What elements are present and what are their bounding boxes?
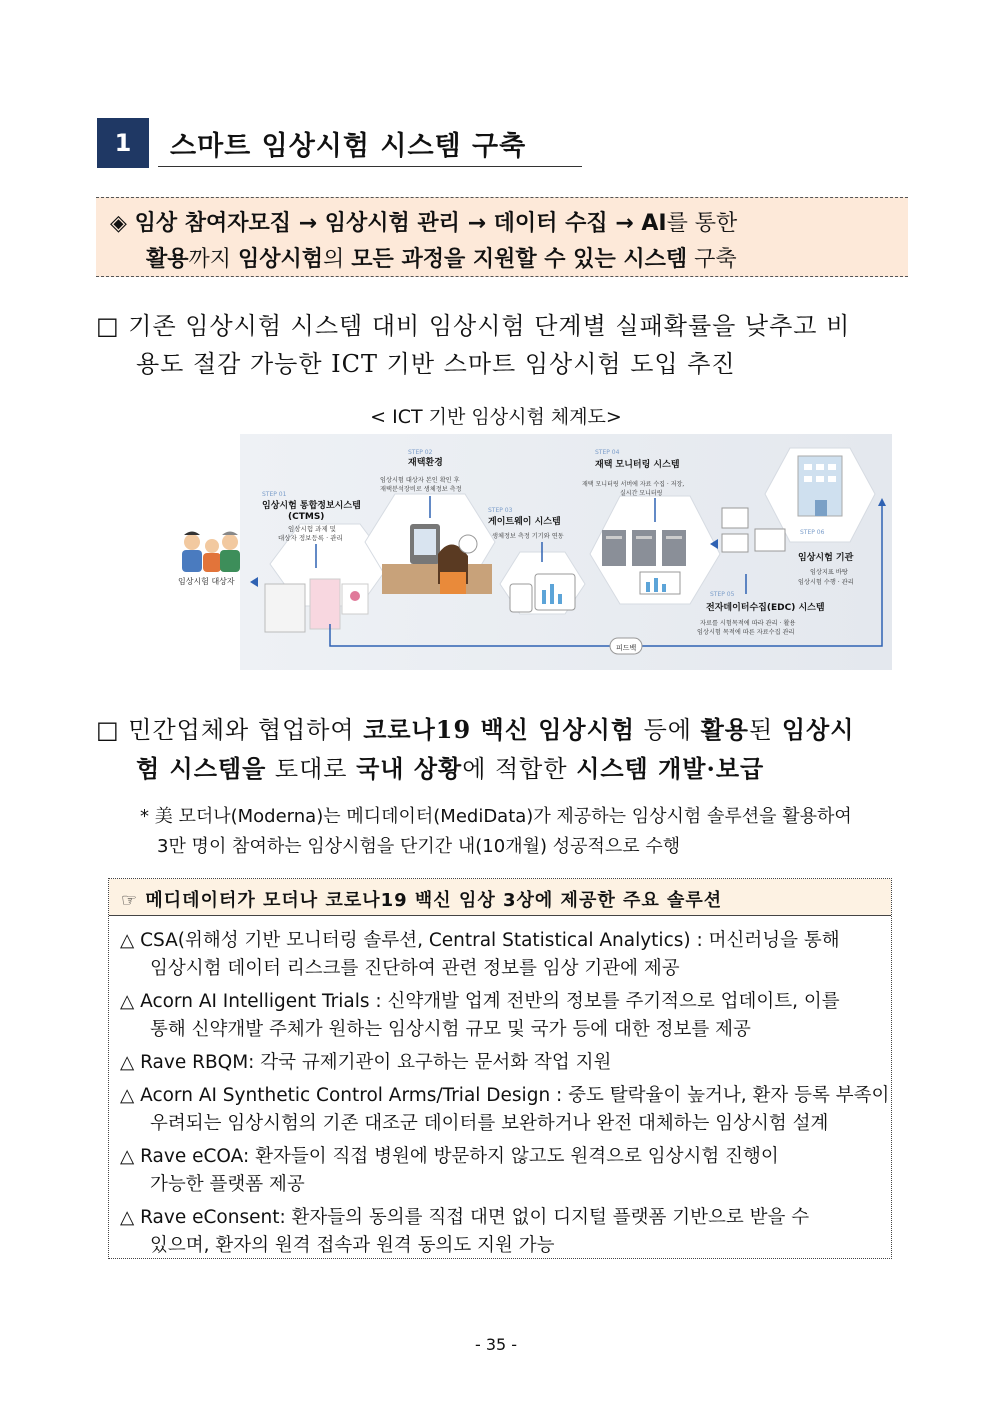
solution-item-6-line2: 있으며, 환자의 원격 접속과 원격 동의도 지원 가능	[150, 1235, 555, 1256]
summary-line-2: 활용까지 임상시험의 모든 과정을 지원할 수 있는 시스템 구축	[146, 247, 737, 272]
paragraph2-line1-run-1: 코로나19 백신 임상시험	[363, 715, 635, 744]
step5-desc2: 임상시험 목적에 따른 자료수집 관리	[697, 629, 795, 636]
solutions-header-text: ☞ 메디데이터가 모더나 코로나19 백신 임상 3상에 제공한 주요 솔루션	[121, 890, 723, 911]
solution-item-1-line2: 임상시험 데이터 리스크를 진단하여 관련 정보를 임상 기관에 제공	[150, 958, 680, 979]
paragraph2-line2-run-4: 시스템 개발·보급	[576, 754, 765, 783]
paragraph2-line2-run-0: 험 시스템을	[136, 754, 267, 783]
step2-desc1: 임상시험 대상자 본인 확인 후	[380, 477, 460, 484]
step1-number: STEP 01	[262, 491, 287, 498]
step1-desc2: 대상자 정보등록 · 관리	[278, 534, 343, 542]
step3-desc1: 생체정보 측정 기기와 연동	[492, 533, 564, 540]
step2-number: STEP 02	[408, 449, 433, 456]
step1-desc1: 임상시험 과제 및	[288, 525, 337, 533]
feedback-label: 피드백	[616, 644, 637, 652]
step1-title: 임상시험 통합정보시스템	[262, 501, 361, 511]
paragraph2-line2-run-1: 토대로	[266, 755, 357, 783]
step3-number: STEP 03	[488, 507, 513, 514]
solution-item-2-line2: 통해 신약개발 주체가 원하는 임상시험 규모 및 국가 등에 대한 정보를 제공	[150, 1019, 751, 1040]
diagram-caption: < ICT 기반 임상시험 체계도>	[370, 406, 622, 428]
step4-desc1: 재택 모니터링 서버에 자료 수집 · 저장,	[582, 481, 685, 488]
paragraph1-line2: 용도 절감 가능한 ICT 기반 스마트 임상시험 도입 추진	[136, 350, 736, 378]
note-line2: 3만 명이 참여하는 임상시험을 단기간 내(10개월) 성공적으로 수행	[157, 836, 681, 857]
step6-desc2: 임상시험 수행 · 관리	[798, 579, 854, 586]
note-line1: * 美 모더나(Moderna)는 메디데이터(MediData)가 제공하는 임상시험 솔루션을 활용하여	[140, 806, 852, 827]
solution-item-5-line1: △ Rave eCOA: 환자들이 직접 병원에 방문하지 않고도 원격으로 임상시험 진행이	[120, 1146, 779, 1167]
step2-title: 재택환경	[408, 458, 443, 468]
step6-desc1: 임상지표 바탕	[810, 569, 848, 576]
hospital-icon	[798, 456, 842, 516]
step5-desc1: 자료를 시험목적에 따라 관리 · 활용	[700, 620, 796, 627]
section-underline	[158, 166, 582, 167]
solution-item-3-line1: △ Rave RBQM: 각국 규제기관이 요구하는 문서화 작업 지원	[120, 1052, 612, 1073]
solution-item-2-line1: △ Acorn AI Intelligent Trials : 신약개발 업계 전반의 정보를 주기적으로 업데이트, 이를	[120, 991, 840, 1012]
paragraph2-line1-run-0: □ 민간업체와 협업하여	[96, 716, 364, 744]
step4-title: 재택 모니터링 시스템	[595, 460, 680, 470]
paragraph2-line1-run-3: 활용	[700, 715, 749, 744]
section-number: 1	[97, 118, 149, 168]
summary-line-1: ◈ 임상 참여자모집 → 임상시험 관리 → 데이터 수집 → AI를 통한	[110, 211, 738, 236]
paragraph2-line1-run-5: 임상시	[781, 715, 855, 744]
solution-item-4-line1: △ Acorn AI Synthetic Control Arms/Trial Design : 중도 탈락율이 높거나, 환자 등록 부족이	[120, 1085, 890, 1106]
solutions-header	[109, 879, 891, 916]
solution-item-1-line1: △ CSA(위해성 기반 모니터링 솔루션, Central Statistical Analytics) : 머신러닝을 통해	[120, 930, 840, 951]
step6-number: STEP 06	[800, 529, 825, 536]
section-title: 스마트 임상시험 시스템 구축	[170, 131, 527, 162]
step6-title: 임상시험 기관	[798, 553, 854, 563]
paragraph2-line1-run-2: 등에	[634, 716, 701, 744]
step5-title: 전자데이터수집(EDC) 시스템	[706, 603, 825, 613]
paragraph2-line1-run-4: 된	[749, 716, 782, 744]
page-number: - 35 -	[474, 1335, 518, 1354]
paragraph2-line2-run-2: 국내 상황	[356, 754, 463, 783]
paragraph1-line1: □ 기존 임상시험 시스템 대비 임상시험 단계별 실패확률을 낮추고 비	[96, 312, 851, 340]
paragraph2-line1	[96, 710, 854, 745]
paragraph2-line2-run-3: 에 적합한	[462, 755, 577, 783]
paragraph2-line2	[136, 749, 764, 784]
solution-item-5-line2: 가능한 플랫폼 제공	[150, 1174, 305, 1195]
step3-title: 게이트웨이 시스템	[488, 517, 561, 527]
participant-label: 임상시험 대상자	[178, 577, 235, 586]
step5-number: STEP 05	[710, 591, 735, 598]
step4-desc2: 실시간 모니터링	[620, 490, 663, 497]
participant-icon	[182, 532, 240, 573]
step4-number: STEP 04	[595, 449, 620, 456]
step1-subtitle: (CTMS)	[288, 512, 325, 522]
solution-item-6-line1: △ Rave eConsent: 환자들의 동의를 직접 대면 없이 디지털 플랫폼 기반으로 받을 수	[120, 1207, 810, 1228]
summary-box	[96, 197, 908, 277]
solution-item-4-line2: 우려되는 임상시험의 기존 대조군 데이터를 보완하거나 완전 대체하는 임상시험 설계	[150, 1113, 829, 1134]
clinical-trial-diagram	[170, 434, 892, 670]
step2-desc2: 재택분석장비로 생체정보 측정	[380, 486, 462, 493]
